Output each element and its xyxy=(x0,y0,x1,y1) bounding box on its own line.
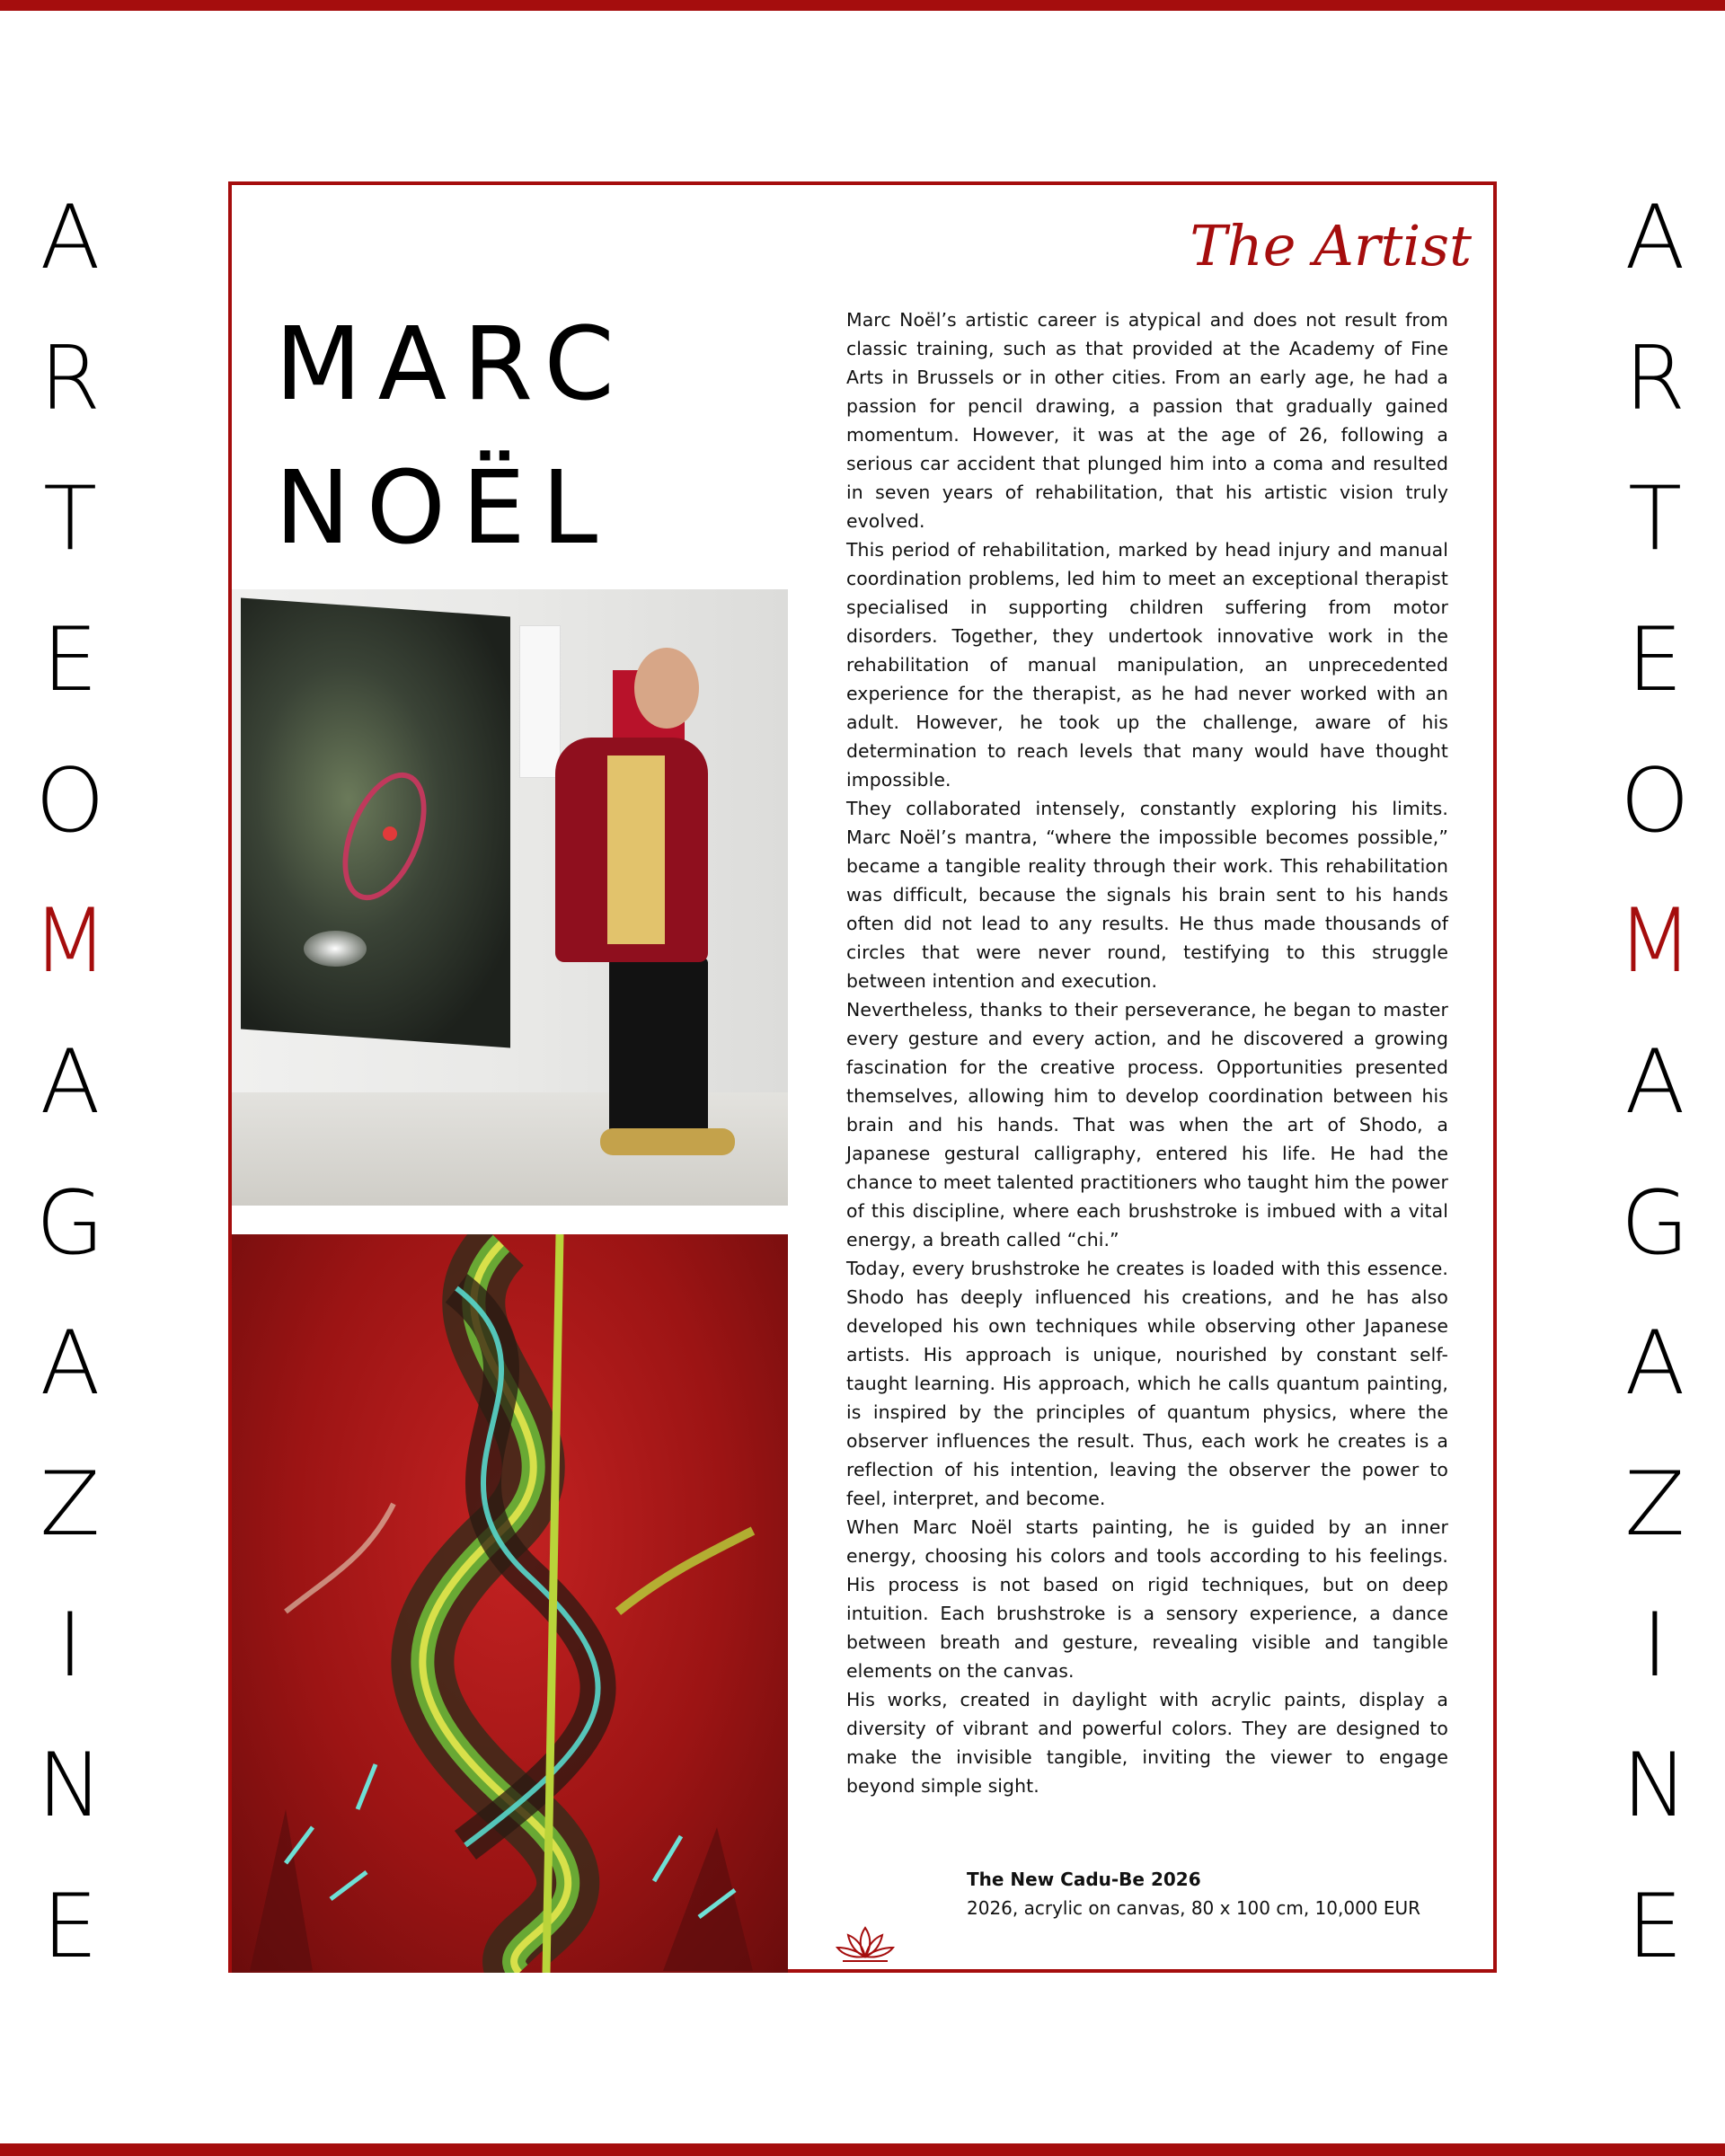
masthead-vertical-left xyxy=(16,180,124,1985)
masthead-letter: A xyxy=(40,1030,101,1134)
photo-artist-vest xyxy=(607,755,665,944)
bio-paragraph: They collaborated intensely, constantly exploring his limits. Marc Noël’s mantra, “where the impossible becomes possible,” became a tangible reality through their work. This rehabilitation was difficult, because the signals his brain sent to his hands often did not lead to any results. He thus made thousands of circles that were never round, testifying to this struggle between intention and execution. xyxy=(846,798,1448,992)
masthead-letter: E xyxy=(42,1875,98,1978)
bio-paragraph: This period of rehabilitation, marked by head injury and manual coordination problems, led him to meet an exceptional therapist specialised in supporting children suffering from motor disorders. Together, they undertook innovative work in the rehabilitation of manual manipulation, an unprecedented experience for the therapist, as he had never worked with an adult. However, he took up the challenge, aware of his determination to reach levels that many would have thought impossible. xyxy=(846,539,1448,791)
photo-artist-shoes xyxy=(600,1128,735,1155)
artwork-image xyxy=(232,1234,788,1973)
artwork-details: 2026, acrylic on canvas, 80 x 100 cm, 10,000 EUR xyxy=(967,1897,1421,1919)
section-title: The Artist xyxy=(1190,213,1472,278)
masthead-letter: N xyxy=(37,1735,103,1838)
masthead-letter-accent: M xyxy=(31,890,109,994)
artist-first-name: MARC xyxy=(275,306,631,423)
photo-artist-legs xyxy=(609,958,708,1137)
masthead-letter-accent: M xyxy=(1616,890,1694,994)
masthead-letter: Z xyxy=(40,1453,101,1556)
masthead-letter: R xyxy=(1623,327,1686,430)
artist-name-heading xyxy=(275,293,778,580)
masthead-letter: O xyxy=(1620,749,1690,853)
artist-biography xyxy=(846,305,1448,1800)
masthead-letter: O xyxy=(35,749,105,853)
masthead-letter: N xyxy=(1622,1735,1688,1838)
bio-paragraph: Marc Noël’s artistic career is atypical and does not result from classic training, such as that provided at the Academy of Fine Arts in Brussels or in other cities. From an early age, he had a passion for pencil drawing, a passion that gradually gained momentum. However, it was at the age of 26, following a serious car accident that plunged him into a coma and resulted in seven years of rehabilitation, that his artistic vision truly evolved. xyxy=(846,309,1448,532)
artist-exhibition-photo xyxy=(232,589,788,1206)
top-border-bar xyxy=(0,0,1725,11)
masthead-vertical-right xyxy=(1601,180,1709,1985)
masthead-letter: G xyxy=(1621,1171,1689,1275)
masthead-letter: T xyxy=(1628,468,1682,571)
bio-paragraph: Today, every brushstroke he creates is loaded with this essence. Shodo has deeply influenced his creations, and he has also developed his own techniques while observing other Japanese artists. His approach is unique, nourished by constant self-taught learning. His approach, which he calls quantum painting, is inspired by the principles of quantum physics, where the observer influences the result. Thus, each work he creates is a reflection of his intention, leaving the observer the power to feel, interpret, and become. xyxy=(846,1258,1448,1509)
masthead-letter: A xyxy=(1624,1030,1685,1134)
bio-paragraph: When Marc Noël starts painting, he is guided by an inner energy, choosing his colors and tools according to his feelings. His process is not based on rigid techniques, but on deep intuition. Each brushstroke is a sensory experience, a dance between breath and gesture, revealing visible and tangible elements on the canvas. xyxy=(846,1516,1448,1682)
masthead-letter: A xyxy=(40,187,101,289)
artwork-title: The New Cadu-Be 2026 xyxy=(967,1869,1201,1890)
masthead-letter: R xyxy=(39,327,102,430)
lotus-icon xyxy=(836,1922,895,1964)
masthead-letter: A xyxy=(1624,187,1685,289)
article-frame xyxy=(228,181,1497,1973)
photo-wall-label xyxy=(519,625,561,778)
masthead-letter: T xyxy=(43,468,97,571)
masthead-letter: E xyxy=(42,608,98,711)
photo-eye-pupil xyxy=(383,826,397,841)
bio-paragraph: His works, created in daylight with acrylic paints, display a diversity of vibrant and powerful colors. They are designed to make the invisible tangible, inviting the viewer to engage beyond simple sight. xyxy=(846,1689,1448,1797)
masthead-letter: E xyxy=(1627,1875,1683,1978)
masthead-letter: A xyxy=(40,1312,101,1416)
artwork-caption xyxy=(967,1865,1470,1922)
masthead-letter: E xyxy=(1627,608,1683,711)
masthead-letter: A xyxy=(1624,1312,1685,1416)
artwork-strokes xyxy=(232,1234,788,1973)
masthead-letter: I xyxy=(57,1594,84,1697)
bio-paragraph: Nevertheless, thanks to their perseverance, he began to master every gesture and every action, and he discovered a growing fascination for the creative process. Opportunities presented themselves, allowing him to develop coordination between his brain and his hands. That was when the art of Shodo, a Japanese gestural calligraphy, entered his life. He had the chance to meet talented practitioners who taught him the power of this discipline, where each brushstroke is imbued with a vital energy, a breath called “chi.” xyxy=(846,999,1448,1250)
masthead-letter: Z xyxy=(1624,1453,1685,1556)
photo-light-glow xyxy=(304,931,367,967)
bottom-border-bar xyxy=(0,2143,1725,2156)
masthead-letter: I xyxy=(1641,1594,1668,1697)
masthead-letter: G xyxy=(36,1171,104,1275)
artist-last-name: NOËL xyxy=(275,450,615,567)
photo-artist-head xyxy=(634,648,699,729)
